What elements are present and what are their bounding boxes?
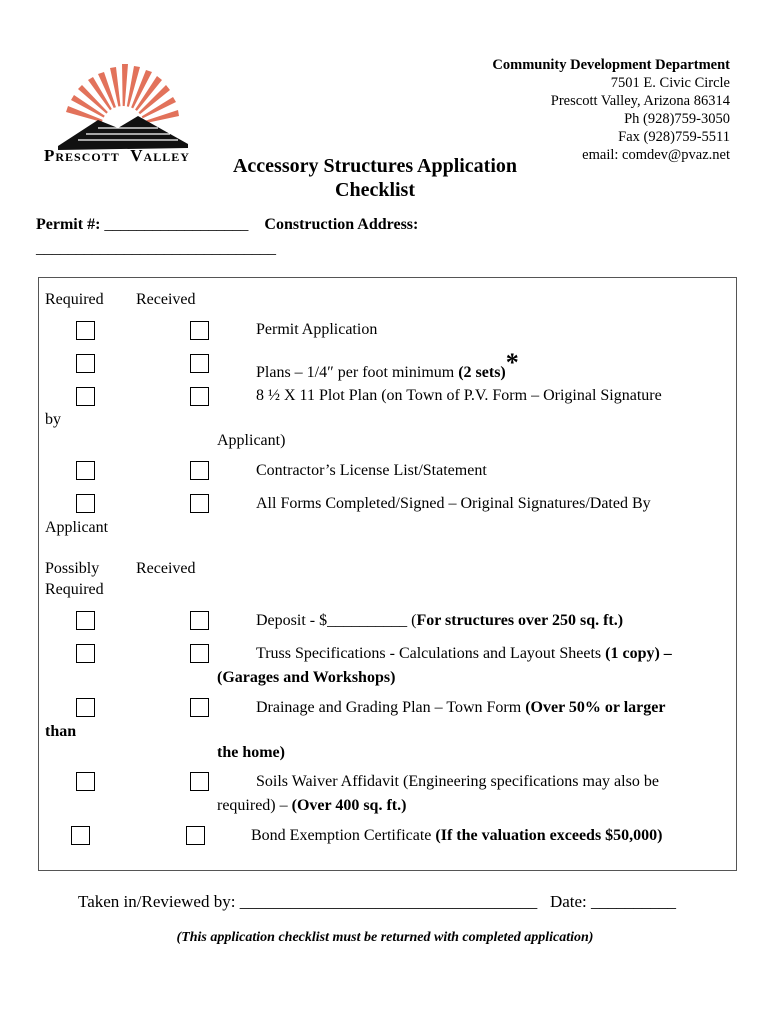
- item-truss-copy: (1 copy) –: [605, 645, 672, 662]
- phone-number: Ph (928)759-3050: [624, 111, 730, 127]
- item-drainage-home: the home): [217, 744, 285, 761]
- permit-label: Permit #:: [36, 216, 101, 233]
- possibly-required-header: Required: [45, 581, 104, 598]
- return-note: (This application checklist must be returned with completed application): [176, 930, 594, 945]
- item-permit-application: Permit Application: [256, 321, 378, 338]
- item-plans: [256, 348, 519, 384]
- item-truss-text: Truss Specifications - Calculations and Layout Sheets: [256, 645, 606, 662]
- item-bond-exemption: [251, 827, 663, 845]
- item-drainage-wrap-than: [45, 723, 76, 741]
- item-all-forms: All Forms Completed/Signed – Original Signatures/Dated By: [256, 495, 651, 512]
- item-plans-sets: (2 sets): [458, 364, 506, 381]
- required-checkbox-bond-exemption[interactable]: [71, 826, 90, 845]
- item-contractor-license: Contractor’s License List/Statement: [256, 462, 487, 479]
- reviewed-by-field[interactable]: ___________________________________: [239, 892, 538, 911]
- required-checkbox-drainage[interactable]: [76, 698, 95, 717]
- department-name: Community Development Department: [492, 57, 730, 73]
- required-checkbox-permit-application[interactable]: [76, 321, 95, 340]
- required-checkbox-plans[interactable]: [76, 354, 95, 373]
- construction-address-label: Construction Address:: [264, 216, 419, 233]
- document-title: [210, 154, 540, 202]
- received-checkbox-plot-plan[interactable]: [190, 387, 209, 406]
- received-checkbox-plans[interactable]: [190, 354, 209, 373]
- address-line-1: 7501 E. Civic Circle: [610, 75, 730, 91]
- received-checkbox-permit-application[interactable]: [190, 321, 209, 340]
- permit-number-field[interactable]: __________________: [104, 216, 249, 233]
- received-checkbox-soils-waiver[interactable]: [190, 772, 209, 791]
- item-drainage-text: Drainage and Grading Plan – Town Form: [256, 699, 526, 716]
- item-bond-exemption-text: Bond Exemption Certificate: [251, 827, 436, 844]
- received-checkbox-bond-exemption[interactable]: [186, 826, 205, 845]
- required-checkbox-soils-waiver[interactable]: [76, 772, 95, 791]
- address-line-2: Prescott Valley, Arizona 86314: [550, 93, 730, 109]
- permit-line: [36, 216, 418, 234]
- required-header: Required: [45, 291, 104, 308]
- item-plot-plan-wrap-applicant: Applicant): [217, 432, 286, 449]
- item-plans-text: Plans – 1/4″ per foot minimum: [256, 364, 455, 381]
- item-plans-asterisk: *: [505, 348, 519, 377]
- item-drainage-than: than: [45, 723, 77, 740]
- item-deposit: [256, 612, 623, 630]
- required-checkbox-deposit[interactable]: [76, 611, 95, 630]
- item-truss-wrap: [217, 669, 395, 687]
- item-drainage-wrap-home: [217, 744, 285, 762]
- item-truss: [256, 645, 672, 663]
- item-plot-plan: 8 ½ X 11 Plot Plan (on Town of P.V. Form – Original Signature: [256, 387, 662, 404]
- item-soils-waiver-required: required) –: [217, 797, 292, 814]
- item-plot-plan-wrap-by: by: [45, 411, 61, 428]
- required-checkbox-plot-plan[interactable]: [76, 387, 95, 406]
- item-all-forms-wrap-applicant: Applicant: [45, 519, 109, 536]
- item-truss-garages: (Garages and Workshops): [217, 669, 396, 686]
- required-checkbox-all-forms[interactable]: [76, 494, 95, 513]
- reviewed-by-line: [78, 892, 676, 912]
- logo-word-prescott: Prescott: [44, 146, 120, 165]
- received-header-2: Received: [136, 560, 196, 577]
- required-checkbox-contractor-license[interactable]: [76, 461, 95, 480]
- item-drainage: [256, 699, 665, 717]
- title-line-2: Checklist: [335, 179, 415, 201]
- date-label: Date:: [549, 892, 587, 911]
- item-drainage-condition: (Over 50% or larger: [525, 699, 666, 716]
- received-checkbox-all-forms[interactable]: [190, 494, 209, 513]
- title-line-1: Accessory Structures Application: [232, 155, 518, 177]
- possibly-header: Possibly: [45, 560, 100, 577]
- item-deposit-text: Deposit - $__________ (: [256, 612, 417, 629]
- date-field[interactable]: __________: [591, 892, 677, 911]
- construction-address-field[interactable]: ______________________________: [36, 240, 276, 257]
- item-bond-exemption-condition: (If the valuation exceeds $50,000): [435, 827, 663, 844]
- item-soils-waiver-condition: (Over 400 sq. ft.): [291, 797, 407, 814]
- reviewed-by-label: Taken in/Reviewed by:: [78, 892, 236, 911]
- email-address: email: comdev@pvaz.net: [582, 147, 730, 163]
- received-header: Received: [136, 291, 196, 308]
- received-checkbox-contractor-license[interactable]: [190, 461, 209, 480]
- item-deposit-condition: For structures over 250 sq. ft.): [416, 612, 624, 629]
- item-soils-waiver-wrap: [217, 797, 406, 815]
- logo-wordmark: [44, 146, 190, 166]
- fax-number: Fax (928)759-5511: [618, 129, 730, 145]
- received-checkbox-drainage[interactable]: [190, 698, 209, 717]
- received-checkbox-truss[interactable]: [190, 644, 209, 663]
- item-soils-waiver: Soils Waiver Affidavit (Engineering specifications may also be: [256, 773, 659, 790]
- received-checkbox-deposit[interactable]: [190, 611, 209, 630]
- department-address-block: [492, 56, 730, 164]
- checklist-box: [38, 277, 737, 871]
- logo-word-valley: Valley: [130, 146, 190, 165]
- required-checkbox-truss[interactable]: [76, 644, 95, 663]
